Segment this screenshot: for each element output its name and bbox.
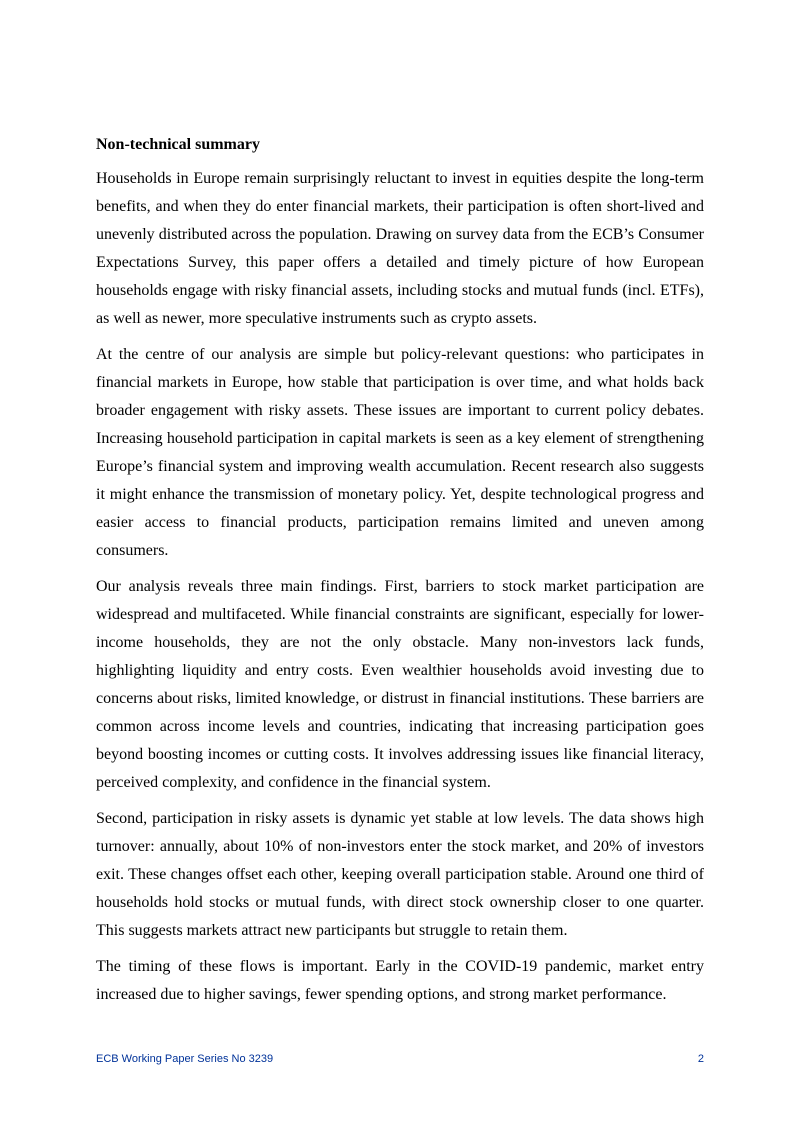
main-content xyxy=(96,131,704,1017)
paragraph-1: Households in Europe remain surprisingly reluctant to invest in equities despite the long-term benefits, and when they do enter financial markets, their participation is often short-lived and unevenly distributed across the population. Drawing on survey data from the ECB’s Consumer Expectations Survey, this paper offers a detailed and timely picture of how European households engage with risky financial assets, including stocks and mutual funds (incl. ETFs), as well as newer, more speculative instruments such as crypto assets. xyxy=(96,170,704,327)
footer-series-label: ECB Working Paper Series No 3239 xyxy=(96,1053,274,1065)
paragraph-5: The timing of these flows is important. Early in the COVID-19 pandemic, market entry increased due to higher savings, fewer spending options, and strong market performance. xyxy=(96,958,704,1003)
section-heading: Non-technical summary xyxy=(96,136,260,153)
page-number: 2 xyxy=(697,1053,704,1065)
paragraph-2: At the centre of our analysis are simple but policy-relevant questions: who participates in financial markets in Europe, how stable that participation is over time, and what holds back broader engagement with risky assets. These issues are important to current policy debates. Increasing household participation in capital markets is seen as a key element of strengthening Europe’s financial system and improving wealth accumulation. Recent research also suggests it might enhance the transmission of monetary policy. Yet, despite technological progress and easier access to financial products, participation remains limited and uneven among consumers. xyxy=(96,346,704,559)
paragraph-3: Our analysis reveals three main findings. First, barriers to stock market participation are widespread and multifaceted. While financial constraints are significant, especially for lower-income households, they are not the only obstacle. Many non-investors lack funds, highlighting liquidity and entry costs. Even wealthier households avoid investing due to concerns about risks, limited knowledge, or distrust in financial institutions. These barriers are common across income levels and countries, indicating that increasing participation goes beyond boosting incomes or cutting costs. It involves addressing issues like financial literacy, perceived complexity, and confidence in the financial system. xyxy=(96,578,704,791)
paragraph-4: Second, participation in risky assets is dynamic yet stable at low levels. The data shows high turnover: annually, about 10% of non-investors enter the stock market, and 20% of investors exit. These changes offset each other, keeping overall participation stable. Around one third of households hold stocks or mutual funds, with direct stock ownership closer to one quarter. This suggests markets attract new participants but struggle to retain them. xyxy=(96,810,704,939)
page-footer xyxy=(96,1053,704,1065)
